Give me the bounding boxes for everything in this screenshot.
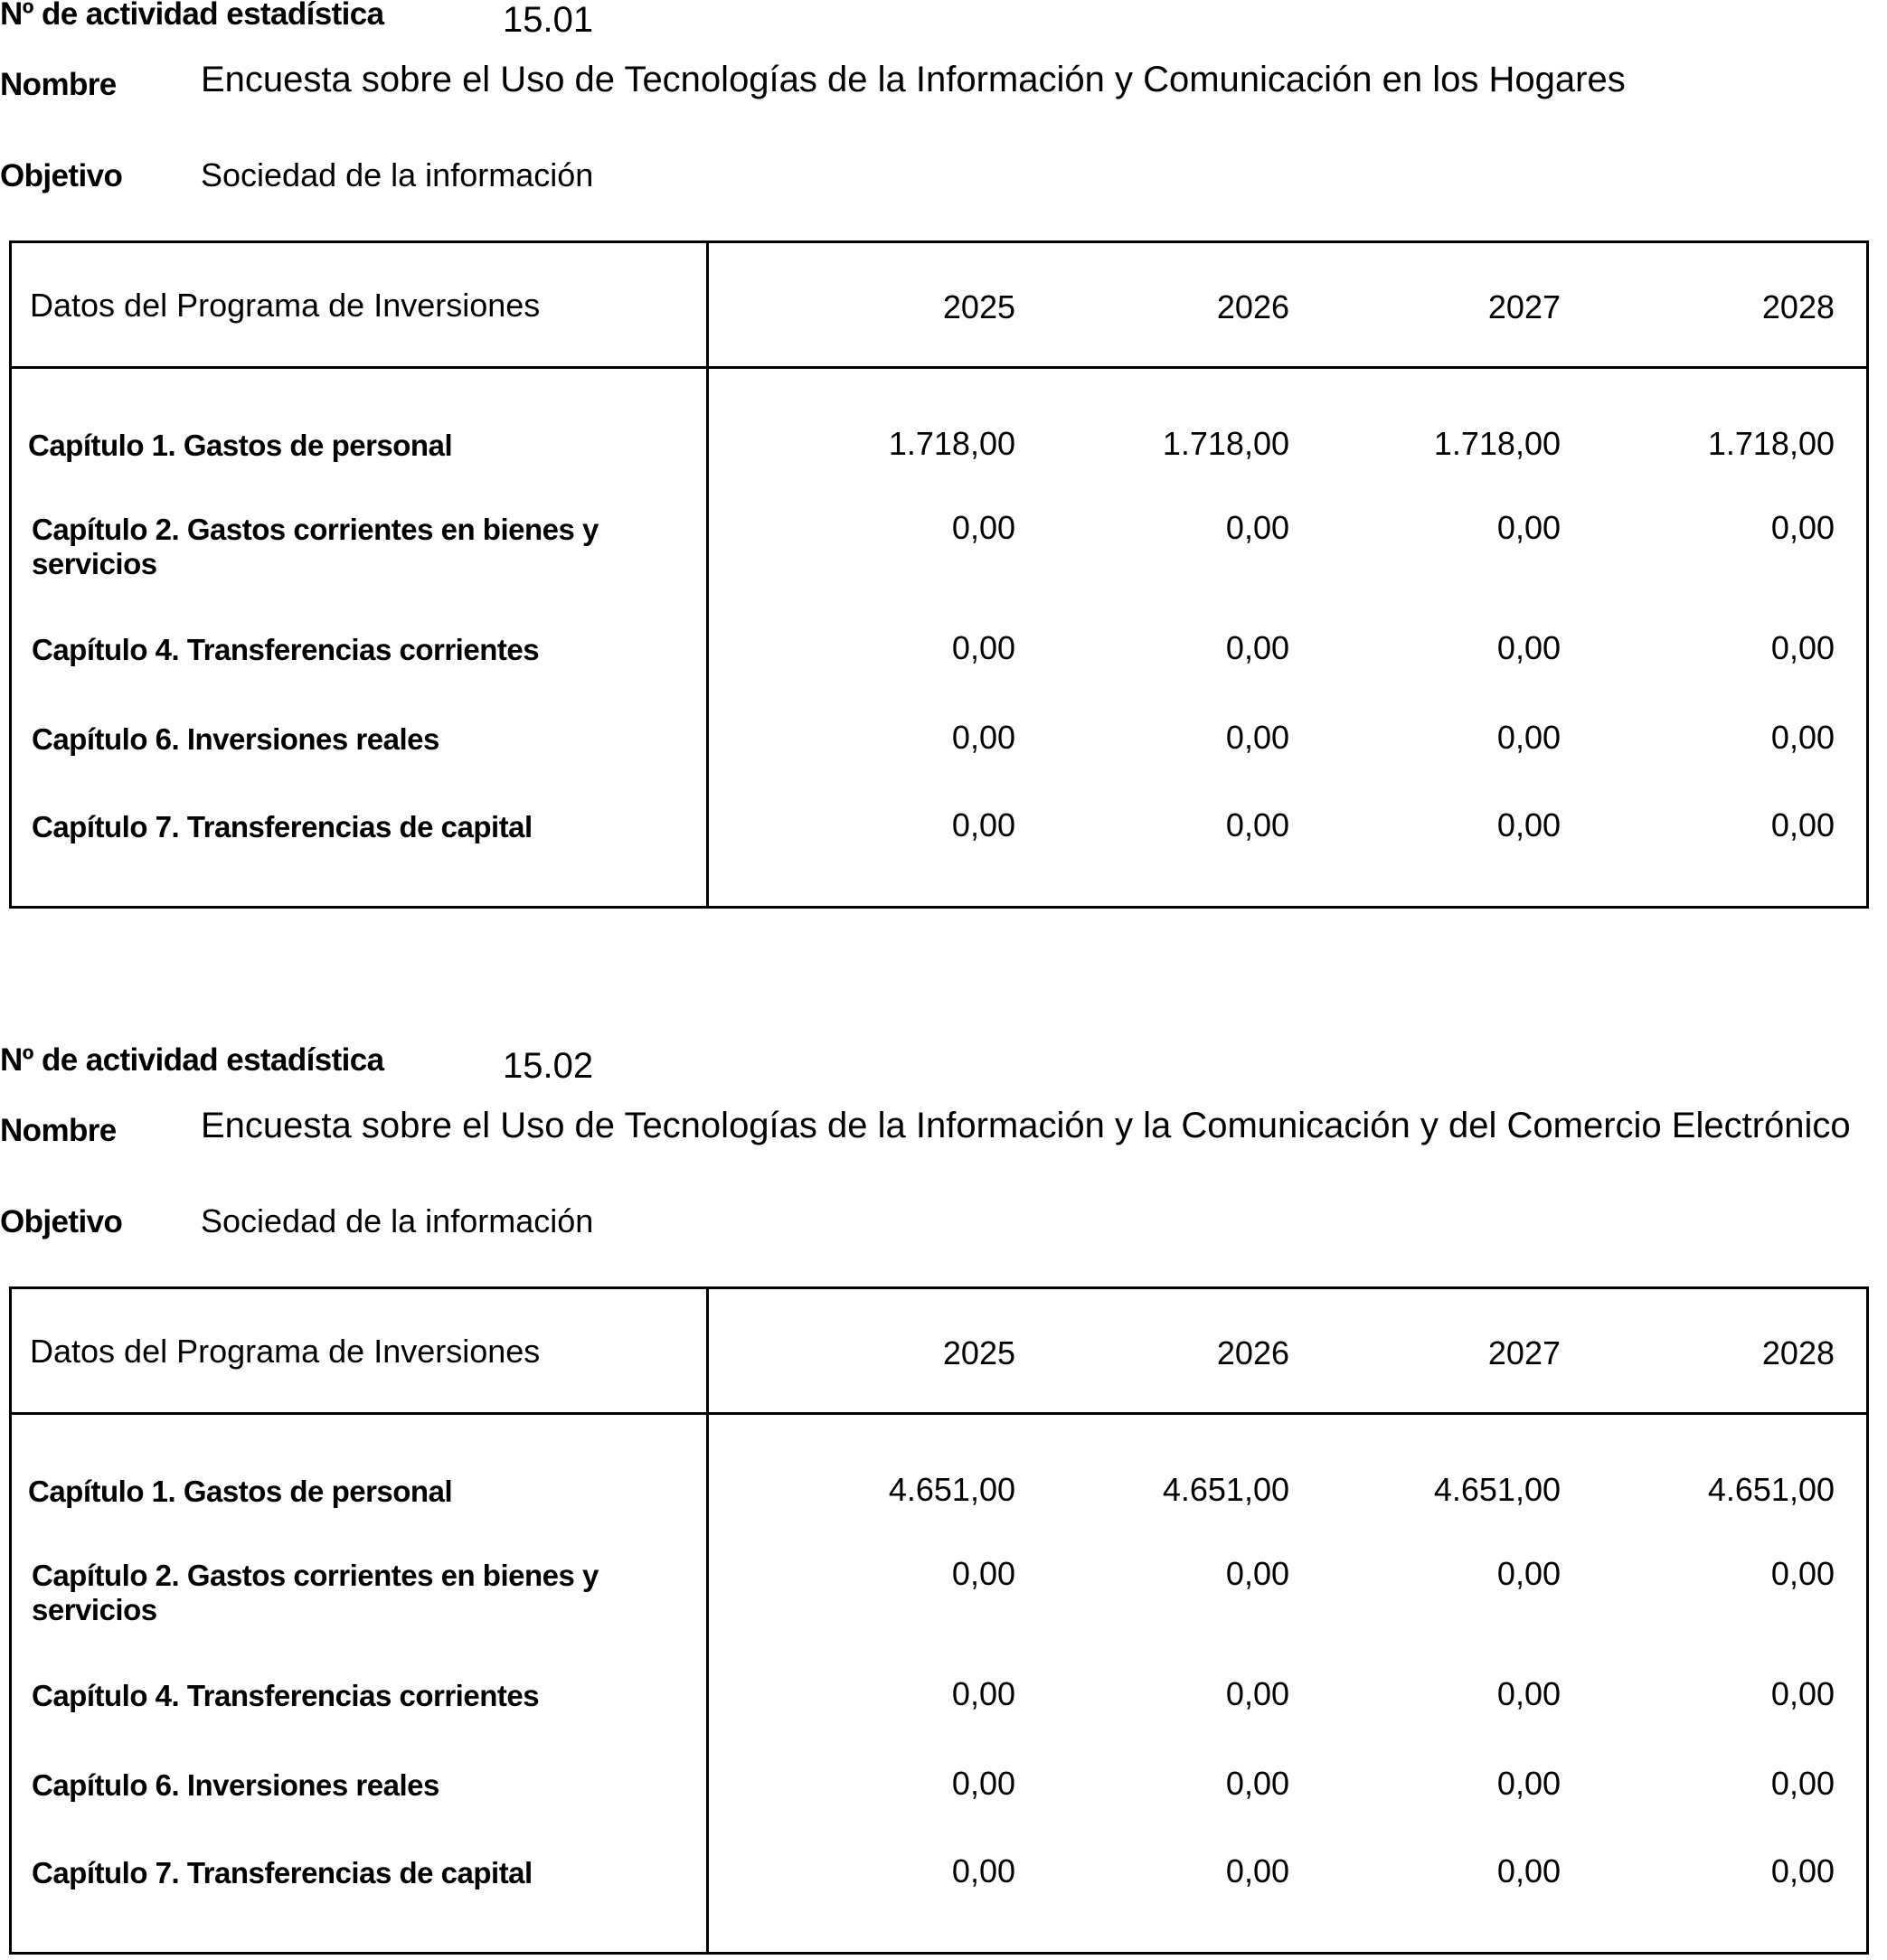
row-label: Capítulo 4. Transferencias corrientes bbox=[32, 1679, 540, 1712]
table-year-header: 2026 bbox=[1216, 1334, 1289, 1371]
activity-number-label: Nº de actividad estadística bbox=[0, 0, 384, 32]
row-value: 0,00 bbox=[1225, 806, 1289, 843]
row-value: 1.718,00 bbox=[888, 425, 1015, 462]
table-row bbox=[12, 425, 1866, 510]
table-year-header: 2027 bbox=[1487, 1334, 1561, 1371]
row-value: 0,00 bbox=[1225, 629, 1289, 666]
row-value: 0,00 bbox=[1770, 1852, 1835, 1889]
row-value: 1.718,00 bbox=[1707, 425, 1835, 462]
row-value: 0,00 bbox=[951, 806, 1015, 843]
activity-number: 15.02 bbox=[503, 1046, 594, 1086]
table-row bbox=[12, 1765, 1866, 1850]
activity-objective: Sociedad de la información bbox=[201, 1202, 594, 1239]
investment-table bbox=[9, 240, 1869, 909]
row-value: 0,00 bbox=[1496, 509, 1561, 546]
activity-number: 15.01 bbox=[503, 0, 594, 40]
table-year-header: 2025 bbox=[942, 1334, 1015, 1371]
table-year-header: 2028 bbox=[1761, 288, 1835, 325]
activity-section-1 bbox=[0, 0, 1887, 913]
activity-name-label: Nombre bbox=[0, 67, 117, 102]
row-value: 0,00 bbox=[1770, 719, 1835, 756]
row-label: Capítulo 7. Transferencias de capital bbox=[32, 810, 533, 843]
row-value: 4.651,00 bbox=[1162, 1471, 1289, 1508]
row-value: 1.718,00 bbox=[1162, 425, 1289, 462]
activity-number-label: Nº de actividad estadística bbox=[0, 1042, 384, 1078]
row-label: Capítulo 1. Gastos de personal bbox=[28, 1475, 453, 1508]
row-value: 0,00 bbox=[1770, 509, 1835, 546]
activity-objective: Sociedad de la información bbox=[201, 156, 594, 193]
row-value: 0,00 bbox=[951, 629, 1015, 666]
activity-name-label: Nombre bbox=[0, 1113, 117, 1148]
investment-table bbox=[9, 1286, 1869, 1955]
row-value: 0,00 bbox=[1496, 719, 1561, 756]
table-header-divider bbox=[12, 366, 1866, 369]
row-value: 0,00 bbox=[1225, 1675, 1289, 1712]
row-value: 0,00 bbox=[1225, 1555, 1289, 1592]
row-value: 4.651,00 bbox=[1433, 1471, 1561, 1508]
row-label: Capítulo 2. Gastos corrientes en bienes y servicios bbox=[32, 1559, 599, 1626]
table-row bbox=[12, 719, 1866, 804]
row-value: 4.651,00 bbox=[1707, 1471, 1835, 1508]
row-value: 0,00 bbox=[1770, 806, 1835, 843]
row-label: Capítulo 6. Inversiones reales bbox=[32, 1768, 439, 1802]
row-value: 0,00 bbox=[951, 719, 1015, 756]
row-value: 0,00 bbox=[1225, 719, 1289, 756]
row-value: 0,00 bbox=[1496, 1675, 1561, 1712]
table-row bbox=[12, 509, 1866, 594]
table-year-header: 2026 bbox=[1216, 288, 1289, 325]
table-row bbox=[12, 1675, 1866, 1760]
activity-name: Encuesta sobre el Uso de Tecnologías de la Información y Comunicación en los Hogares bbox=[201, 60, 1626, 99]
row-label: Capítulo 4. Transferencias corrientes bbox=[32, 633, 540, 666]
activity-objective-label: Objetivo bbox=[0, 158, 123, 193]
row-value: 0,00 bbox=[1496, 806, 1561, 843]
row-value: 0,00 bbox=[1496, 1765, 1561, 1802]
row-label: Capítulo 1. Gastos de personal bbox=[28, 429, 453, 462]
table-row bbox=[12, 806, 1866, 891]
table-row bbox=[12, 1471, 1866, 1556]
row-value: 0,00 bbox=[1770, 1765, 1835, 1802]
table-year-header: 2027 bbox=[1487, 288, 1561, 325]
row-value: 1.718,00 bbox=[1433, 425, 1561, 462]
table-row bbox=[12, 1555, 1866, 1640]
row-label: Capítulo 2. Gastos corrientes en bienes y servicios bbox=[32, 513, 599, 580]
row-value: 4.651,00 bbox=[888, 1471, 1015, 1508]
row-value: 0,00 bbox=[1225, 1852, 1289, 1889]
table-year-header: 2025 bbox=[942, 288, 1015, 325]
row-value: 0,00 bbox=[951, 1852, 1015, 1889]
row-value: 0,00 bbox=[951, 1765, 1015, 1802]
row-value: 0,00 bbox=[1225, 509, 1289, 546]
table-row bbox=[12, 629, 1866, 714]
table-header-divider bbox=[12, 1412, 1866, 1415]
row-value: 0,00 bbox=[1770, 1555, 1835, 1592]
row-value: 0,00 bbox=[1770, 1675, 1835, 1712]
table-header-title: Datos del Programa de Inversiones bbox=[30, 287, 541, 324]
row-label: Capítulo 6. Inversiones reales bbox=[32, 722, 439, 756]
activity-section-2 bbox=[0, 1042, 1887, 1959]
row-value: 0,00 bbox=[1496, 1852, 1561, 1889]
row-value: 0,00 bbox=[1225, 1765, 1289, 1802]
row-label: Capítulo 7. Transferencias de capital bbox=[32, 1856, 533, 1889]
row-value: 0,00 bbox=[951, 1675, 1015, 1712]
row-value: 0,00 bbox=[951, 509, 1015, 546]
table-row bbox=[12, 1852, 1866, 1937]
row-value: 0,00 bbox=[1496, 629, 1561, 666]
table-header-title: Datos del Programa de Inversiones bbox=[30, 1333, 541, 1370]
activity-objective-label: Objetivo bbox=[0, 1204, 123, 1239]
row-value: 0,00 bbox=[1770, 629, 1835, 666]
row-value: 0,00 bbox=[1496, 1555, 1561, 1592]
table-year-header: 2028 bbox=[1761, 1334, 1835, 1371]
row-value: 0,00 bbox=[951, 1555, 1015, 1592]
activity-name: Encuesta sobre el Uso de Tecnologías de la Información y la Comunicación y del Comercio Electrónico bbox=[201, 1106, 1851, 1145]
